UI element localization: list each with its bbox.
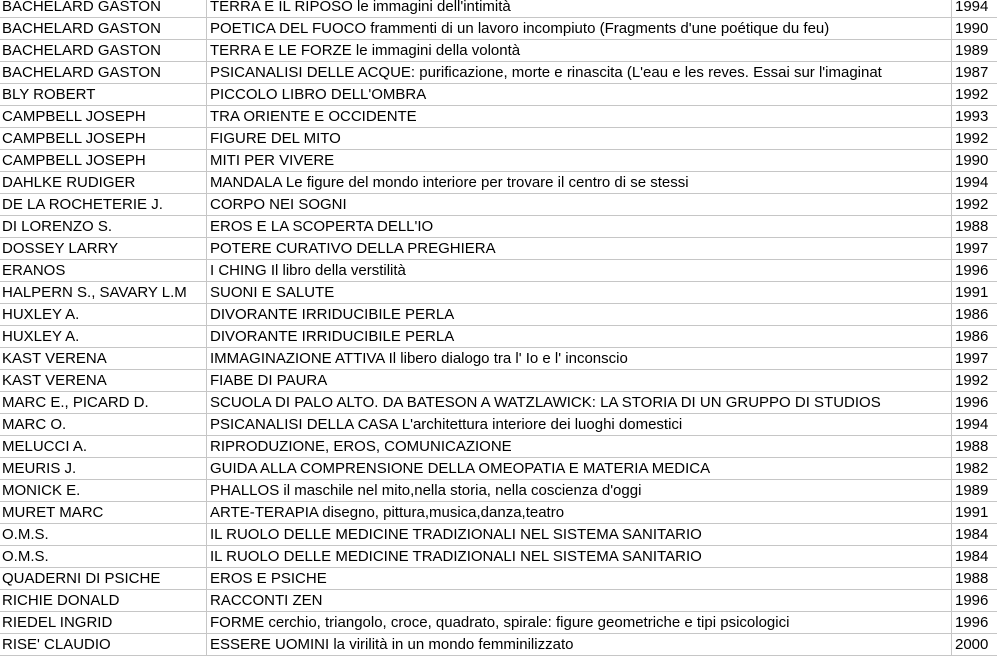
cell-author[interactable]: MARC O.: [0, 414, 207, 435]
table-row: [0, 0, 997, 18]
cell-year[interactable]: 1991: [955, 504, 989, 521]
table-row: [0, 238, 997, 260]
cell-year[interactable]: 2000: [955, 636, 989, 653]
cell-author[interactable]: DI LORENZO S.: [0, 216, 207, 237]
cell-year[interactable]: 1989: [955, 482, 989, 499]
cell-author[interactable]: CAMPBELL JOSEPH: [0, 150, 207, 171]
table-row: [0, 194, 997, 216]
table-row: [0, 84, 997, 106]
cell-author[interactable]: DAHLKE RUDIGER: [0, 172, 207, 193]
cell-title[interactable]: PICCOLO LIBRO DELL'OMBRA: [207, 84, 952, 105]
cell-year[interactable]: 1992: [955, 196, 989, 213]
cell-author[interactable]: HUXLEY A.: [0, 326, 207, 347]
cell-title[interactable]: SCUOLA DI PALO ALTO. DA BATESON A WATZLAWICK: LA STORIA DI UN GRUPPO DI STUDIOS: [207, 392, 952, 413]
cell-author[interactable]: BACHELARD GASTON: [0, 62, 207, 83]
cell-year[interactable]: 1996: [955, 592, 989, 609]
cell-author[interactable]: MARC E., PICARD D.: [0, 392, 207, 413]
cell-author[interactable]: CAMPBELL JOSEPH: [0, 106, 207, 127]
table-row: [0, 18, 997, 40]
cell-title[interactable]: ESSERE UOMINI la virilità in un mondo femminilizzato: [207, 634, 952, 655]
cell-year[interactable]: 1996: [955, 262, 989, 279]
cell-year[interactable]: 1993: [955, 108, 989, 125]
cell-author[interactable]: CAMPBELL JOSEPH: [0, 128, 207, 149]
cell-author[interactable]: HALPERN S., SAVARY L.M: [0, 282, 207, 303]
cell-year[interactable]: 1984: [955, 548, 989, 565]
cell-author[interactable]: O.M.S.: [0, 524, 207, 545]
cell-year[interactable]: 1992: [955, 130, 989, 147]
table-row: [0, 590, 997, 612]
table-row: [0, 106, 997, 128]
cell-year[interactable]: 1987: [955, 64, 989, 81]
cell-author[interactable]: MONICK E.: [0, 480, 207, 501]
cell-title[interactable]: PHALLOS il maschile nel mito,nella storia, nella coscienza d'oggi: [207, 480, 952, 501]
cell-author[interactable]: MEURIS J.: [0, 458, 207, 479]
table-row: [0, 326, 997, 348]
cell-year[interactable]: 1992: [955, 86, 989, 103]
table-row: [0, 436, 997, 458]
table-row: [0, 260, 997, 282]
cell-author[interactable]: HUXLEY A.: [0, 304, 207, 325]
cell-author[interactable]: BACHELARD GASTON: [0, 18, 207, 39]
cell-year[interactable]: 1990: [955, 20, 989, 37]
table-row: [0, 216, 997, 238]
cell-title[interactable]: PSICANALISI DELLE ACQUE: purificazione, morte e rinascita (L'eau e les reves. Essai sur l'imaginat: [207, 62, 952, 83]
cell-title[interactable]: TERRA E IL RIPOSO le immagini dell'intimità: [207, 0, 952, 17]
table-row: [0, 524, 997, 546]
cell-year[interactable]: 1990: [955, 152, 989, 169]
cell-author[interactable]: RICHIE DONALD: [0, 590, 207, 611]
cell-year[interactable]: 1994: [955, 416, 989, 433]
table-row: [0, 414, 997, 436]
cell-author[interactable]: BACHELARD GASTON: [0, 40, 207, 61]
table-row: [0, 348, 997, 370]
cell-year[interactable]: 1994: [955, 0, 989, 15]
cell-author[interactable]: KAST VERENA: [0, 348, 207, 369]
cell-author[interactable]: RIEDEL INGRID: [0, 612, 207, 633]
cell-year[interactable]: 1991: [955, 284, 989, 301]
table-row: [0, 634, 997, 656]
cell-title[interactable]: FIGURE DEL MITO: [207, 128, 952, 149]
cell-author[interactable]: MELUCCI A.: [0, 436, 207, 457]
cell-title[interactable]: DIVORANTE IRRIDUCIBILE PERLA: [207, 326, 952, 347]
cell-year[interactable]: 1982: [955, 460, 989, 477]
cell-title[interactable]: POTERE CURATIVO DELLA PREGHIERA: [207, 238, 952, 259]
table-row: [0, 172, 997, 194]
cell-year[interactable]: 1997: [955, 350, 989, 367]
cell-author[interactable]: QUADERNI DI PSICHE: [0, 568, 207, 589]
cell-year[interactable]: 1996: [955, 614, 989, 631]
cell-title[interactable]: DIVORANTE IRRIDUCIBILE PERLA: [207, 304, 952, 325]
cell-year[interactable]: 1994: [955, 174, 989, 191]
table-row: [0, 40, 997, 62]
cell-title[interactable]: CORPO NEI SOGNI: [207, 194, 952, 215]
cell-year[interactable]: 1988: [955, 570, 989, 587]
table-row: [0, 392, 997, 414]
cell-title[interactable]: TRA ORIENTE E OCCIDENTE: [207, 106, 952, 127]
cell-title[interactable]: FORME cerchio, triangolo, croce, quadrato, spirale: figure geometriche e tipi psicologici: [207, 612, 952, 633]
table-row: [0, 370, 997, 392]
cell-title[interactable]: RIPRODUZIONE, EROS, COMUNICAZIONE: [207, 436, 952, 457]
cell-title[interactable]: TERRA E LE FORZE le immagini della volontà: [207, 40, 952, 61]
cell-year[interactable]: 1986: [955, 306, 989, 323]
cell-title[interactable]: MITI PER VIVERE: [207, 150, 952, 171]
table-row: [0, 282, 997, 304]
cell-year[interactable]: 1989: [955, 42, 989, 59]
table-row: [0, 150, 997, 172]
cell-title[interactable]: MANDALA Le figure del mondo interiore per trovare il centro di se stessi: [207, 172, 952, 193]
table-row: [0, 128, 997, 150]
cell-title[interactable]: ARTE-TERAPIA disegno, pittura,musica,danza,teatro: [207, 502, 952, 523]
table-row: [0, 62, 997, 84]
cell-title[interactable]: I CHING Il libro della verstilità: [207, 260, 952, 281]
cell-author[interactable]: DE LA ROCHETERIE J.: [0, 194, 207, 215]
cell-year[interactable]: 1988: [955, 438, 989, 455]
cell-title[interactable]: EROS E PSICHE: [207, 568, 952, 589]
cell-title[interactable]: IL RUOLO DELLE MEDICINE TRADIZIONALI NEL SISTEMA SANITARIO: [207, 524, 952, 545]
table-row: [0, 480, 997, 502]
cell-year[interactable]: 1996: [955, 394, 989, 411]
cell-author[interactable]: KAST VERENA: [0, 370, 207, 391]
table-row: [0, 502, 997, 524]
cell-author[interactable]: ERANOS: [0, 260, 207, 281]
cell-year[interactable]: 1992: [955, 372, 989, 389]
table-row: [0, 546, 997, 568]
cell-author[interactable]: BACHELARD GASTON: [0, 0, 207, 17]
cell-year[interactable]: 1986: [955, 328, 989, 345]
cell-title[interactable]: EROS E LA SCOPERTA DELL'IO: [207, 216, 952, 237]
cell-author[interactable]: RISE' CLAUDIO: [0, 634, 207, 655]
table-row: [0, 568, 997, 590]
cell-author[interactable]: DOSSEY LARRY: [0, 238, 207, 259]
cell-year[interactable]: 1997: [955, 240, 989, 257]
cell-author[interactable]: BLY ROBERT: [0, 84, 207, 105]
table-row: [0, 304, 997, 326]
cell-year[interactable]: 1984: [955, 526, 989, 543]
cell-title[interactable]: RACCONTI ZEN: [207, 590, 952, 611]
table-row: [0, 458, 997, 480]
table-row: [0, 612, 997, 634]
cell-title[interactable]: GUIDA ALLA COMPRENSIONE DELLA OMEOPATIA E MATERIA MEDICA: [207, 458, 952, 479]
cell-title[interactable]: SUONI E SALUTE: [207, 282, 952, 303]
cell-author[interactable]: MURET MARC: [0, 502, 207, 523]
cell-title[interactable]: IL RUOLO DELLE MEDICINE TRADIZIONALI NEL SISTEMA SANITARIO: [207, 546, 952, 567]
cell-title[interactable]: IMMAGINAZIONE ATTIVA Il libero dialogo tra l' Io e l' inconscio: [207, 348, 952, 369]
cell-title[interactable]: FIABE DI PAURA: [207, 370, 952, 391]
cell-title[interactable]: POETICA DEL FUOCO frammenti di un lavoro incompiuto (Fragments d'une poétique du feu): [207, 18, 952, 39]
cell-author[interactable]: O.M.S.: [0, 546, 207, 567]
cell-year[interactable]: 1988: [955, 218, 989, 235]
cell-title[interactable]: PSICANALISI DELLA CASA L'architettura interiore dei luoghi domestici: [207, 414, 952, 435]
